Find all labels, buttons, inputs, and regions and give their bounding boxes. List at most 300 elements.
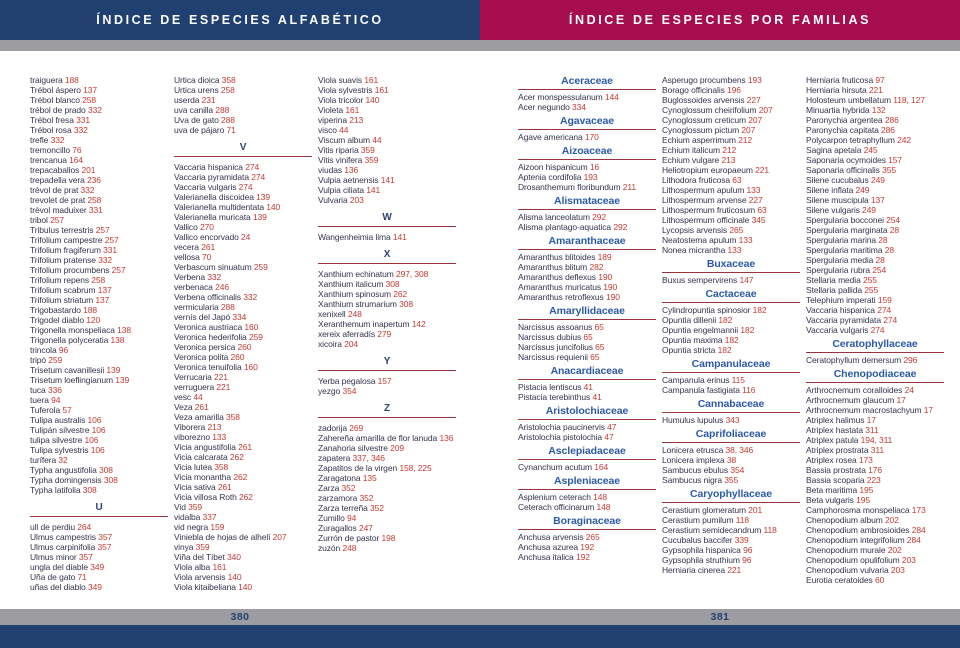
index-entry xyxy=(174,412,314,422)
species-name: Viola suavis xyxy=(318,75,365,85)
page-ref: 161 xyxy=(374,85,389,95)
index-entry xyxy=(30,285,170,295)
right-index-column-3 xyxy=(806,75,946,609)
page-ref: 207 xyxy=(272,532,287,542)
index-entry xyxy=(30,552,170,562)
page-ref: 202 xyxy=(887,545,902,555)
index-entry xyxy=(662,415,802,425)
index-entry xyxy=(318,453,458,463)
page-ref: 157 xyxy=(888,155,902,165)
species-name: vidalba xyxy=(174,512,203,522)
family-heading: Cactaceae xyxy=(662,288,800,303)
species-name: verruguera xyxy=(174,382,217,392)
index-entry xyxy=(806,265,946,275)
left-page-number: 380 xyxy=(230,611,250,623)
page-ref: 332 xyxy=(98,255,113,265)
page-ref: 261 xyxy=(201,242,216,252)
species-name: Zurrón de pastor xyxy=(318,533,382,543)
species-name: Borago officinalis xyxy=(662,85,728,95)
page-ref: 164 xyxy=(594,462,609,472)
index-entry xyxy=(518,322,658,332)
index-entry xyxy=(30,522,170,532)
page-ref: 242 xyxy=(897,135,912,145)
index-entry xyxy=(174,282,314,292)
species-name: Herniaria hirsuta xyxy=(806,85,869,95)
page-ref: 296 xyxy=(903,355,918,365)
page-ref: 236 xyxy=(87,175,101,185)
page-ref: 139 xyxy=(106,365,121,375)
species-name: Typha latifolia xyxy=(30,485,83,495)
species-name: trefle xyxy=(30,135,51,145)
index-entry xyxy=(318,299,458,309)
page-ref: 332 xyxy=(80,185,95,195)
index-entry xyxy=(518,222,658,232)
index-entry xyxy=(30,532,170,542)
index-entry xyxy=(518,532,658,542)
page-ref: 262 xyxy=(393,289,408,299)
species-name: Xanthium strumarium xyxy=(318,299,400,309)
index-entry xyxy=(174,312,314,322)
species-name: Veronica hederifolia xyxy=(174,332,249,342)
page-ref: 221 xyxy=(216,382,231,392)
page-ref: 147 xyxy=(739,275,754,285)
index-entry xyxy=(174,392,314,402)
species-name: vernís del Japó xyxy=(174,312,233,322)
page-ref: 337 xyxy=(202,512,217,522)
page-ref: 262 xyxy=(233,472,248,482)
page-ref: 359 xyxy=(360,145,375,155)
species-name: Vallico encorvado xyxy=(174,232,242,242)
species-name: Veza amarilla xyxy=(174,412,226,422)
index-entry xyxy=(806,105,946,115)
index-entry xyxy=(318,135,458,145)
species-name: Holosteum umbellatum xyxy=(806,95,894,105)
species-name: Cerastium semidecandrum xyxy=(662,525,764,535)
index-entry xyxy=(806,475,946,485)
page-ref: 17 xyxy=(923,405,934,415)
species-name: viudas xyxy=(318,165,345,175)
page-ref: 116 xyxy=(742,385,756,395)
species-name: traiguera xyxy=(30,75,65,85)
species-name: xereix aferradís xyxy=(318,329,378,339)
page-ref: 284 xyxy=(906,535,921,545)
page-ref: 274 xyxy=(251,172,266,182)
index-entry xyxy=(318,232,458,242)
species-name: visco xyxy=(318,125,340,135)
species-name: Zarza terreña xyxy=(318,503,370,513)
species-name: Urtica urens xyxy=(174,85,221,95)
page-ref: 65 xyxy=(590,352,600,362)
species-name: Sambucus nigra xyxy=(662,475,725,485)
species-name: Eurotia ceratoides xyxy=(806,575,875,585)
index-entry xyxy=(174,125,314,135)
species-name: Trisetum loeflingianum xyxy=(30,375,116,385)
page-ref: 71 xyxy=(77,572,87,582)
index-entry xyxy=(174,322,314,332)
page-ref: 28 xyxy=(875,255,885,265)
index-entry xyxy=(806,195,946,205)
index-entry xyxy=(662,545,802,555)
page-ref: 192 xyxy=(575,552,590,562)
family-heading: Amaryllidaceae xyxy=(518,305,656,320)
species-name: trèvol de prat xyxy=(30,185,81,195)
species-name: Campanula fastigiata xyxy=(662,385,743,395)
page-ref: 160 xyxy=(244,322,259,332)
index-entry xyxy=(806,175,946,185)
index-entry xyxy=(518,542,658,552)
page-ref: 38, 346 xyxy=(725,445,754,455)
index-entry xyxy=(174,492,314,502)
index-entry xyxy=(806,555,946,565)
page-ref: 284 xyxy=(911,525,926,535)
page-ref: 248 xyxy=(347,309,362,319)
species-name: Cynoglossum cheirifolium xyxy=(662,105,759,115)
family-heading: Campanulaceae xyxy=(662,358,800,373)
page-ref: 274 xyxy=(877,305,892,315)
index-entry xyxy=(662,385,802,395)
page-ref: 17 xyxy=(866,415,876,425)
species-name: Asperugo procumbens xyxy=(662,75,748,85)
index-entry xyxy=(318,75,458,85)
page-ref: 196 xyxy=(727,85,741,95)
page-ref: 139 xyxy=(256,192,271,202)
species-name: Campanula erinus xyxy=(662,375,732,385)
index-entry xyxy=(662,345,802,355)
page-ref: 106 xyxy=(90,445,105,455)
index-entry xyxy=(318,503,458,513)
species-name: Amaranthus retroflexus xyxy=(518,292,606,302)
page-ref: 144 xyxy=(604,92,619,102)
index-entry xyxy=(30,345,170,355)
index-entry xyxy=(30,245,170,255)
index-entry xyxy=(318,165,458,175)
page-ref: 259 xyxy=(253,262,268,272)
species-name: Vaccaria hispanica xyxy=(806,305,878,315)
page-ref: 260 xyxy=(230,352,245,362)
index-entry xyxy=(662,445,802,455)
index-entry xyxy=(318,85,458,95)
index-entry xyxy=(318,289,458,299)
page-ref: 308 xyxy=(98,465,113,475)
index-entry xyxy=(30,465,170,475)
species-name: Bassia prostrata xyxy=(806,465,869,475)
species-name: Opuntia engelmannii xyxy=(662,325,741,335)
species-name: Xanthium echinatum xyxy=(318,269,396,279)
family-heading: Buxaceae xyxy=(662,258,800,273)
page-ref: 231 xyxy=(201,95,216,105)
index-entry xyxy=(30,405,170,415)
index-entry xyxy=(806,255,946,265)
index-entry xyxy=(662,245,802,255)
page-ref: 274 xyxy=(238,182,253,192)
species-name: Silene inflata xyxy=(806,185,856,195)
index-entry xyxy=(174,442,314,452)
family-heading: Agavaceae xyxy=(518,115,656,130)
index-entry xyxy=(30,185,170,195)
species-name: Violeta xyxy=(318,105,346,115)
index-entry xyxy=(30,125,170,135)
species-name: Alisma lanceolatum xyxy=(518,212,593,222)
page-ref: 334 xyxy=(572,102,586,112)
species-name: Cynoglossum creticum xyxy=(662,115,749,125)
page-ref: 292 xyxy=(592,212,607,222)
species-name: Viña del Tíbet xyxy=(174,552,228,562)
species-name: Viniebla de hojas de alhelí xyxy=(174,532,273,542)
page-ref: 136 xyxy=(344,165,359,175)
species-name: Spergularia marina xyxy=(806,235,879,245)
index-entry xyxy=(518,422,658,432)
index-entry xyxy=(806,205,946,215)
page-ref: 308 xyxy=(103,475,118,485)
species-name: Amaranthus blitum xyxy=(518,262,590,272)
species-name: Ulmus minor xyxy=(30,552,79,562)
page-ref: 207 xyxy=(741,125,756,135)
page-ref: 120 xyxy=(86,315,101,325)
index-entry xyxy=(30,95,170,105)
species-name: Vulvaria xyxy=(318,195,350,205)
index-entry xyxy=(662,525,802,535)
index-entry xyxy=(662,145,802,155)
species-name: turífera xyxy=(30,455,59,465)
page-ref: 259 xyxy=(48,355,63,365)
index-entry xyxy=(806,545,946,555)
page-ref: 212 xyxy=(722,145,737,155)
index-entry xyxy=(30,425,170,435)
species-name: Aizoon hispanicum xyxy=(518,162,590,172)
index-entry xyxy=(174,302,314,312)
index-entry xyxy=(318,376,458,386)
page-ref: 261 xyxy=(194,402,209,412)
species-name: Cucubalus baccifer xyxy=(662,535,735,545)
family-heading: Aizoaceae xyxy=(518,145,656,160)
index-entry xyxy=(806,275,946,285)
page-ref: 262 xyxy=(229,452,244,462)
species-name: Humulus lupulus xyxy=(662,415,726,425)
page-ref: 137 xyxy=(83,85,97,95)
species-name: Typha angustifolia xyxy=(30,465,99,475)
species-name: Atriplex rosea xyxy=(806,455,859,465)
index-entry xyxy=(662,315,802,325)
species-name: Atriplex halimus xyxy=(806,415,867,425)
species-name: Gypsophila hispanica xyxy=(662,545,744,555)
page-ref: 343 xyxy=(725,415,740,425)
species-name: Acer monspessulanum xyxy=(518,92,605,102)
page-ref: 28 xyxy=(884,245,894,255)
species-name: Verbascum sinuatum xyxy=(174,262,254,272)
page-ref: 182 xyxy=(724,335,739,345)
index-entry xyxy=(30,385,170,395)
species-name: trincola xyxy=(30,345,59,355)
page-ref: 106 xyxy=(87,415,102,425)
page-headers xyxy=(0,0,960,40)
index-entry xyxy=(30,195,170,205)
species-name: Saponaria officinalis xyxy=(806,165,883,175)
page-ref: 44 xyxy=(193,392,203,402)
index-entry xyxy=(30,115,170,125)
index-entry xyxy=(30,295,170,305)
left-index-column-3 xyxy=(318,75,458,609)
family-heading: Boraginaceae xyxy=(518,515,656,530)
index-entry xyxy=(806,95,946,105)
page-ref: 357 xyxy=(97,542,112,552)
species-name: trepadella vera xyxy=(30,175,87,185)
species-name: Trigonella monspeliaca xyxy=(30,325,118,335)
page-ref: 349 xyxy=(90,562,105,572)
index-entry xyxy=(30,75,170,85)
species-name: Trébol áspero xyxy=(30,85,84,95)
species-name: Spergularia maritima xyxy=(806,245,885,255)
index-entry xyxy=(518,382,658,392)
page-ref: 223 xyxy=(866,475,881,485)
page-ref: 209 xyxy=(390,443,405,453)
index-entry xyxy=(174,352,314,362)
page-ref: 265 xyxy=(585,532,600,542)
species-name: Silene cucubalus xyxy=(806,175,871,185)
index-entry xyxy=(30,215,170,225)
index-entry xyxy=(174,95,314,105)
page-ref: 332 xyxy=(207,272,222,282)
index-entry xyxy=(174,542,314,552)
species-name: Polycarpon tetraphyllum xyxy=(806,135,898,145)
species-name: Viola kitaibeliana xyxy=(174,582,239,592)
index-entry xyxy=(30,445,170,455)
species-name: Viola alba xyxy=(174,562,213,572)
species-name: Vicia lutea xyxy=(174,462,215,472)
page-ref: 24 xyxy=(904,385,914,395)
species-name: Anchusa arvensis xyxy=(518,532,586,542)
page-ref: 255 xyxy=(862,275,877,285)
species-name: tuera xyxy=(30,395,52,405)
index-entry xyxy=(174,212,314,222)
species-name: Trifolium pratense xyxy=(30,255,99,265)
index-entry xyxy=(806,535,946,545)
species-name: Valerianella muricata xyxy=(174,212,253,222)
index-entry xyxy=(318,309,458,319)
right-index-column-2 xyxy=(662,75,802,609)
page-ref: 76 xyxy=(72,145,82,155)
species-name: Saponaria ocymoides xyxy=(806,155,889,165)
top-gray-bar xyxy=(0,40,960,51)
page-ref: 258 xyxy=(91,275,106,285)
page-ref: 288 xyxy=(215,105,230,115)
page-ref: 133 xyxy=(212,432,227,442)
index-entry xyxy=(806,505,946,515)
page-ref: 198 xyxy=(381,533,396,543)
page-ref: 63 xyxy=(757,205,767,215)
page-ref: 257 xyxy=(104,235,119,245)
page-ref: 332 xyxy=(243,292,258,302)
index-entry xyxy=(662,535,802,545)
page-ref: 148 xyxy=(596,502,611,512)
index-entry xyxy=(30,365,170,375)
index-entry xyxy=(662,325,802,335)
species-name: vecera xyxy=(174,242,202,252)
page-ref: 189 xyxy=(597,252,612,262)
species-name: Zahereña amarilla de flor lanuda xyxy=(318,433,440,443)
index-entry xyxy=(174,232,314,242)
index-entry xyxy=(30,85,170,95)
page-ref: 60 xyxy=(874,575,885,585)
index-entry xyxy=(174,362,314,372)
species-name: Trifolium fragiferum xyxy=(30,245,104,255)
page-ref: 332 xyxy=(50,135,65,145)
page-ref: 248 xyxy=(342,543,357,553)
species-name: Typha domingensis xyxy=(30,475,104,485)
species-name: Trigodel diablo xyxy=(30,315,87,325)
species-name: Paronychia argentea xyxy=(806,115,885,125)
index-entry xyxy=(174,202,314,212)
page-ref: 195 xyxy=(856,495,870,505)
species-name: Uña de gato xyxy=(30,572,78,582)
page-ref: 261 xyxy=(217,482,232,492)
index-entry xyxy=(318,523,458,533)
index-entry xyxy=(518,132,658,142)
index-entry xyxy=(662,225,802,235)
bottom-navy-bar xyxy=(0,625,960,648)
index-entry xyxy=(174,182,314,192)
letter-heading: U xyxy=(30,502,168,517)
species-name: Vitis riparia xyxy=(318,145,361,155)
index-entry xyxy=(30,205,170,215)
index-entry xyxy=(662,185,802,195)
page-ref: 286 xyxy=(881,125,895,135)
species-name: trevolet de prat xyxy=(30,195,88,205)
family-heading: Asclepiadaceae xyxy=(518,445,656,460)
letter-heading: Y xyxy=(318,356,456,371)
species-name: Vaccaria hispanica xyxy=(174,162,246,172)
index-entry xyxy=(30,255,170,265)
page-ref: 41 xyxy=(583,382,593,392)
index-entry xyxy=(662,135,802,145)
species-name: Viscum album xyxy=(318,135,373,145)
index-entry xyxy=(662,335,802,345)
letter-heading: Z xyxy=(318,403,456,418)
species-name: Herniaria cinerea xyxy=(662,565,728,575)
index-entry xyxy=(518,92,658,102)
index-entry xyxy=(318,463,458,473)
index-entry xyxy=(174,272,314,282)
species-name: Uva de gato xyxy=(174,115,221,125)
species-name: Trigobastardo xyxy=(30,305,84,315)
index-entry xyxy=(318,319,458,329)
left-page-title: ÍNDICE DE ESPECIES ALFABÉTICO xyxy=(96,13,384,27)
page-ref: 32 xyxy=(58,455,68,465)
species-name: Vicia monantha xyxy=(174,472,234,482)
species-name: Ceratophyllum demersum xyxy=(806,355,904,365)
page-ref: 173 xyxy=(858,455,873,465)
index-entry xyxy=(806,385,946,395)
right-page xyxy=(480,51,960,609)
index-entry xyxy=(30,275,170,285)
page-ref: 190 xyxy=(598,272,613,282)
page-ref: 352 xyxy=(341,483,356,493)
index-entry xyxy=(662,105,802,115)
species-name: Anchusa azurea xyxy=(518,542,581,552)
page-ref: 269 xyxy=(349,423,364,433)
page-ref: 106 xyxy=(91,425,106,435)
index-entry xyxy=(318,279,458,289)
species-name: Buxus sempervirens xyxy=(662,275,740,285)
page-ref: 354 xyxy=(342,386,357,396)
species-name: yezgo xyxy=(318,386,343,396)
species-name: Trébol rosa xyxy=(30,125,74,135)
index-entry xyxy=(806,115,946,125)
index-entry xyxy=(30,165,170,175)
index-entry xyxy=(174,502,314,512)
index-entry xyxy=(518,552,658,562)
species-name: Chenopodium integrifolium xyxy=(806,535,907,545)
species-name: Aristolochia pistolochia xyxy=(518,432,605,442)
